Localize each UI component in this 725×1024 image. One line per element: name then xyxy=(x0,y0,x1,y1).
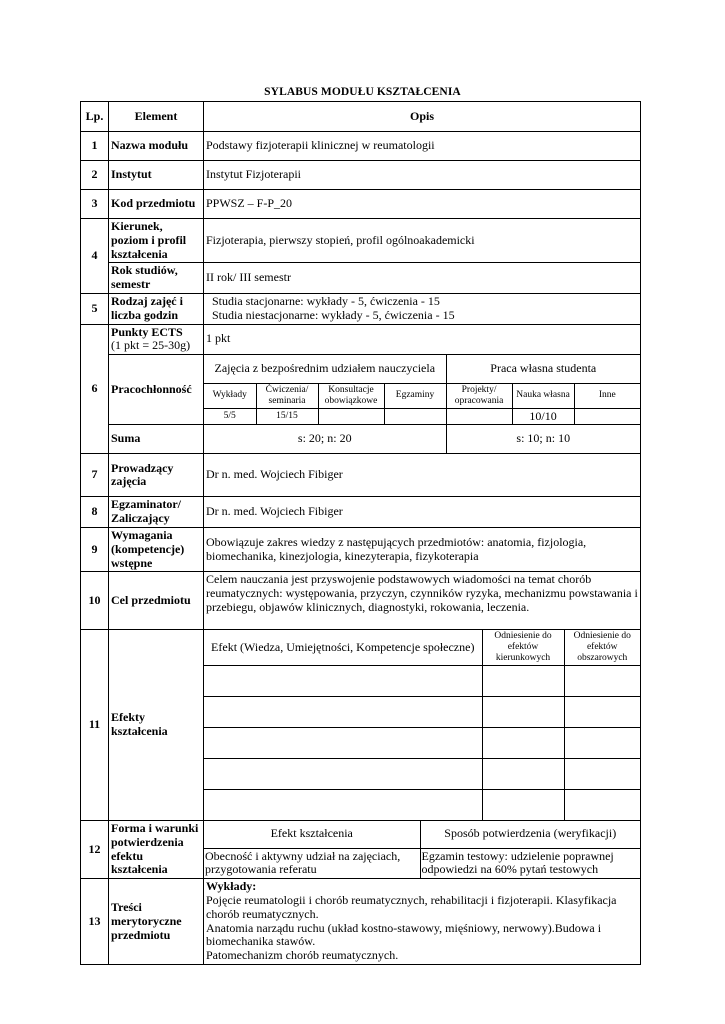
row-10-element: Cel przedmiotu xyxy=(109,572,204,630)
row-4-opis: Fizjoterapia, pierwszy stopień, profil ogólnoakademicki xyxy=(204,219,641,263)
sum-label: Suma xyxy=(109,425,204,454)
val-projekty xyxy=(446,408,512,424)
col-egzaminy: Egzaminy xyxy=(384,383,446,408)
effects-cell xyxy=(564,728,640,759)
row-8-opis: Dr n. med. Wojciech Fibiger xyxy=(204,497,641,528)
effects-cell xyxy=(564,697,640,728)
sum-table xyxy=(204,425,640,453)
row-2-element: Instytut xyxy=(109,161,204,190)
verification-table xyxy=(204,821,640,878)
effects-col-effect: Efekt (Wiedza, Umiejętności, Kompetencje społeczne) xyxy=(204,630,482,665)
row-7-element: Prowadzący zajęcia xyxy=(109,454,204,497)
row-5-opis-stacjonarne: Studia stacjonarne: wykłady - 5, ćwiczenia - 15 xyxy=(212,293,440,308)
effects-cell xyxy=(204,790,482,821)
row-4b-element: Rok studiów, semestr xyxy=(109,263,204,294)
effects-cell xyxy=(482,790,564,821)
row-1-element: Nazwa modułu xyxy=(109,132,204,161)
effects-col-obsz: Odniesienie do efektów obszarowych xyxy=(564,630,640,665)
col-wyklady: Wykłady xyxy=(204,383,256,408)
effects-cell xyxy=(204,759,482,790)
ects-value: 1 pkt xyxy=(204,324,641,355)
val-konsultacje xyxy=(318,408,384,424)
row-11-element: Efekty kształcenia xyxy=(109,630,204,821)
effects-cell xyxy=(482,728,564,759)
header-opis: Opis xyxy=(204,102,641,132)
row-5-opis-niestacjonarne: Studia niestacjonarne: wykłady - 5, ćwiczenia - 15 xyxy=(212,307,455,322)
effects-col-kier: Odniesienie do efektów kierunkowych xyxy=(482,630,564,665)
row-5-element: Rodzaj zajęć i liczba godzin xyxy=(109,293,204,324)
effects-cell xyxy=(482,666,564,697)
row-13-element: Treści merytoryczne przedmiotu xyxy=(109,879,204,965)
row-8-lp: 8 xyxy=(81,497,109,528)
row-6-element: Pracochłonność xyxy=(109,355,204,425)
row-9-lp: 9 xyxy=(81,527,109,571)
sum-self: s: 10; n: 10 xyxy=(516,431,571,446)
row-6-lp: 6 xyxy=(81,324,109,454)
row-3-element: Kod przedmiotu xyxy=(109,190,204,219)
header-element: Element xyxy=(109,102,204,132)
content-heading: Wykłady: xyxy=(206,879,257,894)
effects-cell xyxy=(482,759,564,790)
row-11-lp: 11 xyxy=(81,630,109,821)
content-line: Pojęcie reumatologii i chorób reumatycznych, rehabilitacji i fizjoterapii. Klasyfikacja chorób reumatycznych. xyxy=(206,893,617,921)
row-10-lp: 10 xyxy=(81,572,109,630)
verification-col-effect: Efekt kształcenia xyxy=(204,821,420,848)
header-lp: Lp. xyxy=(81,102,109,132)
verification-val-method: Egzamin testowy: udzielenie poprawnej odpowiedzi na 60% pytań testowych xyxy=(420,848,640,878)
col-inne: Inne xyxy=(574,383,640,408)
row-7-opis: Dr n. med. Wojciech Fibiger xyxy=(204,454,641,497)
document-title: SYLABUS MODUŁU KSZTAŁCENIA xyxy=(264,86,461,98)
val-egzaminy xyxy=(384,408,446,424)
effects-cell xyxy=(564,759,640,790)
col-nauka-wlasna: Nauka własna xyxy=(512,383,574,408)
effects-cell xyxy=(564,790,640,821)
row-3-lp: 3 xyxy=(81,190,109,219)
val-cwiczenia: 15/15 xyxy=(256,408,318,424)
row-10-opis: Celem nauczania jest przyswojenie podstawowych wiadomości na temat chorób reumatycznych: występowania, przyczyn, czynników ryzyka, mechanizmu powstawania i przebiegu, objawów klinicznych, diagnostyki, rokowania, leczenia. xyxy=(204,572,641,630)
effects-table xyxy=(204,630,640,820)
row-12-element: Forma i warunki potwierdzenia efektu kształcenia xyxy=(109,821,204,879)
col-cwiczenia: Ćwiczenia/ seminaria xyxy=(256,383,318,408)
workload-table xyxy=(204,355,640,424)
effects-cell xyxy=(564,666,640,697)
syllabus-table xyxy=(80,101,641,965)
effects-cell xyxy=(204,666,482,697)
row-2-opis: Instytut Fizjoterapii xyxy=(204,161,641,190)
verification-col-method: Sposób potwierdzenia (weryfikacji) xyxy=(420,821,640,848)
row-8-element: Egzaminator/ Zaliczający xyxy=(109,497,204,528)
row-9-element: Wymagania (kompetencje) wstępne xyxy=(109,527,204,571)
ects-note: (1 pkt = 25-30g) xyxy=(111,338,191,353)
col-projekty: Projekty/ opracowania xyxy=(446,383,512,408)
row-4b-opis: II rok/ III semestr xyxy=(204,263,641,294)
val-wyklady: 5/5 xyxy=(204,408,256,424)
row-12-lp: 12 xyxy=(81,821,109,879)
row-7-lp: 7 xyxy=(81,454,109,497)
row-13-lp: 13 xyxy=(81,879,109,965)
workload-self-header: Praca własna studenta xyxy=(446,355,640,383)
sum-contact: s: 20; n: 20 xyxy=(204,425,446,453)
effects-cell xyxy=(482,697,564,728)
effects-cell xyxy=(204,728,482,759)
row-1-lp: 1 xyxy=(81,132,109,161)
verification-val-effect: Obecność i aktywny udział na zajęciach, przygotowania referatu xyxy=(204,848,420,878)
row-9-opis: Obowiązuje zakres wiedzy z następujących przedmiotów: anatomia, fizjologia, biomechanika, kinezjologia, kinezyterapia, fizykoterapia xyxy=(204,527,641,571)
col-konsultacje: Konsultacje obowiązkowe xyxy=(318,383,384,408)
val-nauka-wlasna: 10/10 xyxy=(512,408,574,424)
effects-cell xyxy=(204,697,482,728)
row-3-opis: PPWSZ – F-P_20 xyxy=(204,190,641,219)
workload-contact-header: Zajęcia z bezpośrednim udziałem nauczyciela xyxy=(204,355,446,383)
row-4-lp: 4 xyxy=(81,219,109,294)
row-2-lp: 2 xyxy=(81,161,109,190)
content-line: Patomechanizm chorób reumatycznych. xyxy=(206,948,399,963)
val-inne xyxy=(574,408,640,424)
row-5-lp: 5 xyxy=(81,293,109,324)
content-line: Anatomia narządu ruchu (układ kostno-stawowy, mięśniowy, nerwowy).Budowa i biomechanika stawów. xyxy=(206,920,602,949)
row-1-opis: Podstawy fizjoterapii klinicznej w reumatologii xyxy=(204,132,641,161)
ects-label: Punkty ECTS xyxy=(111,324,183,339)
row-4-element: Kierunek, poziom i profil kształcenia xyxy=(109,219,204,263)
